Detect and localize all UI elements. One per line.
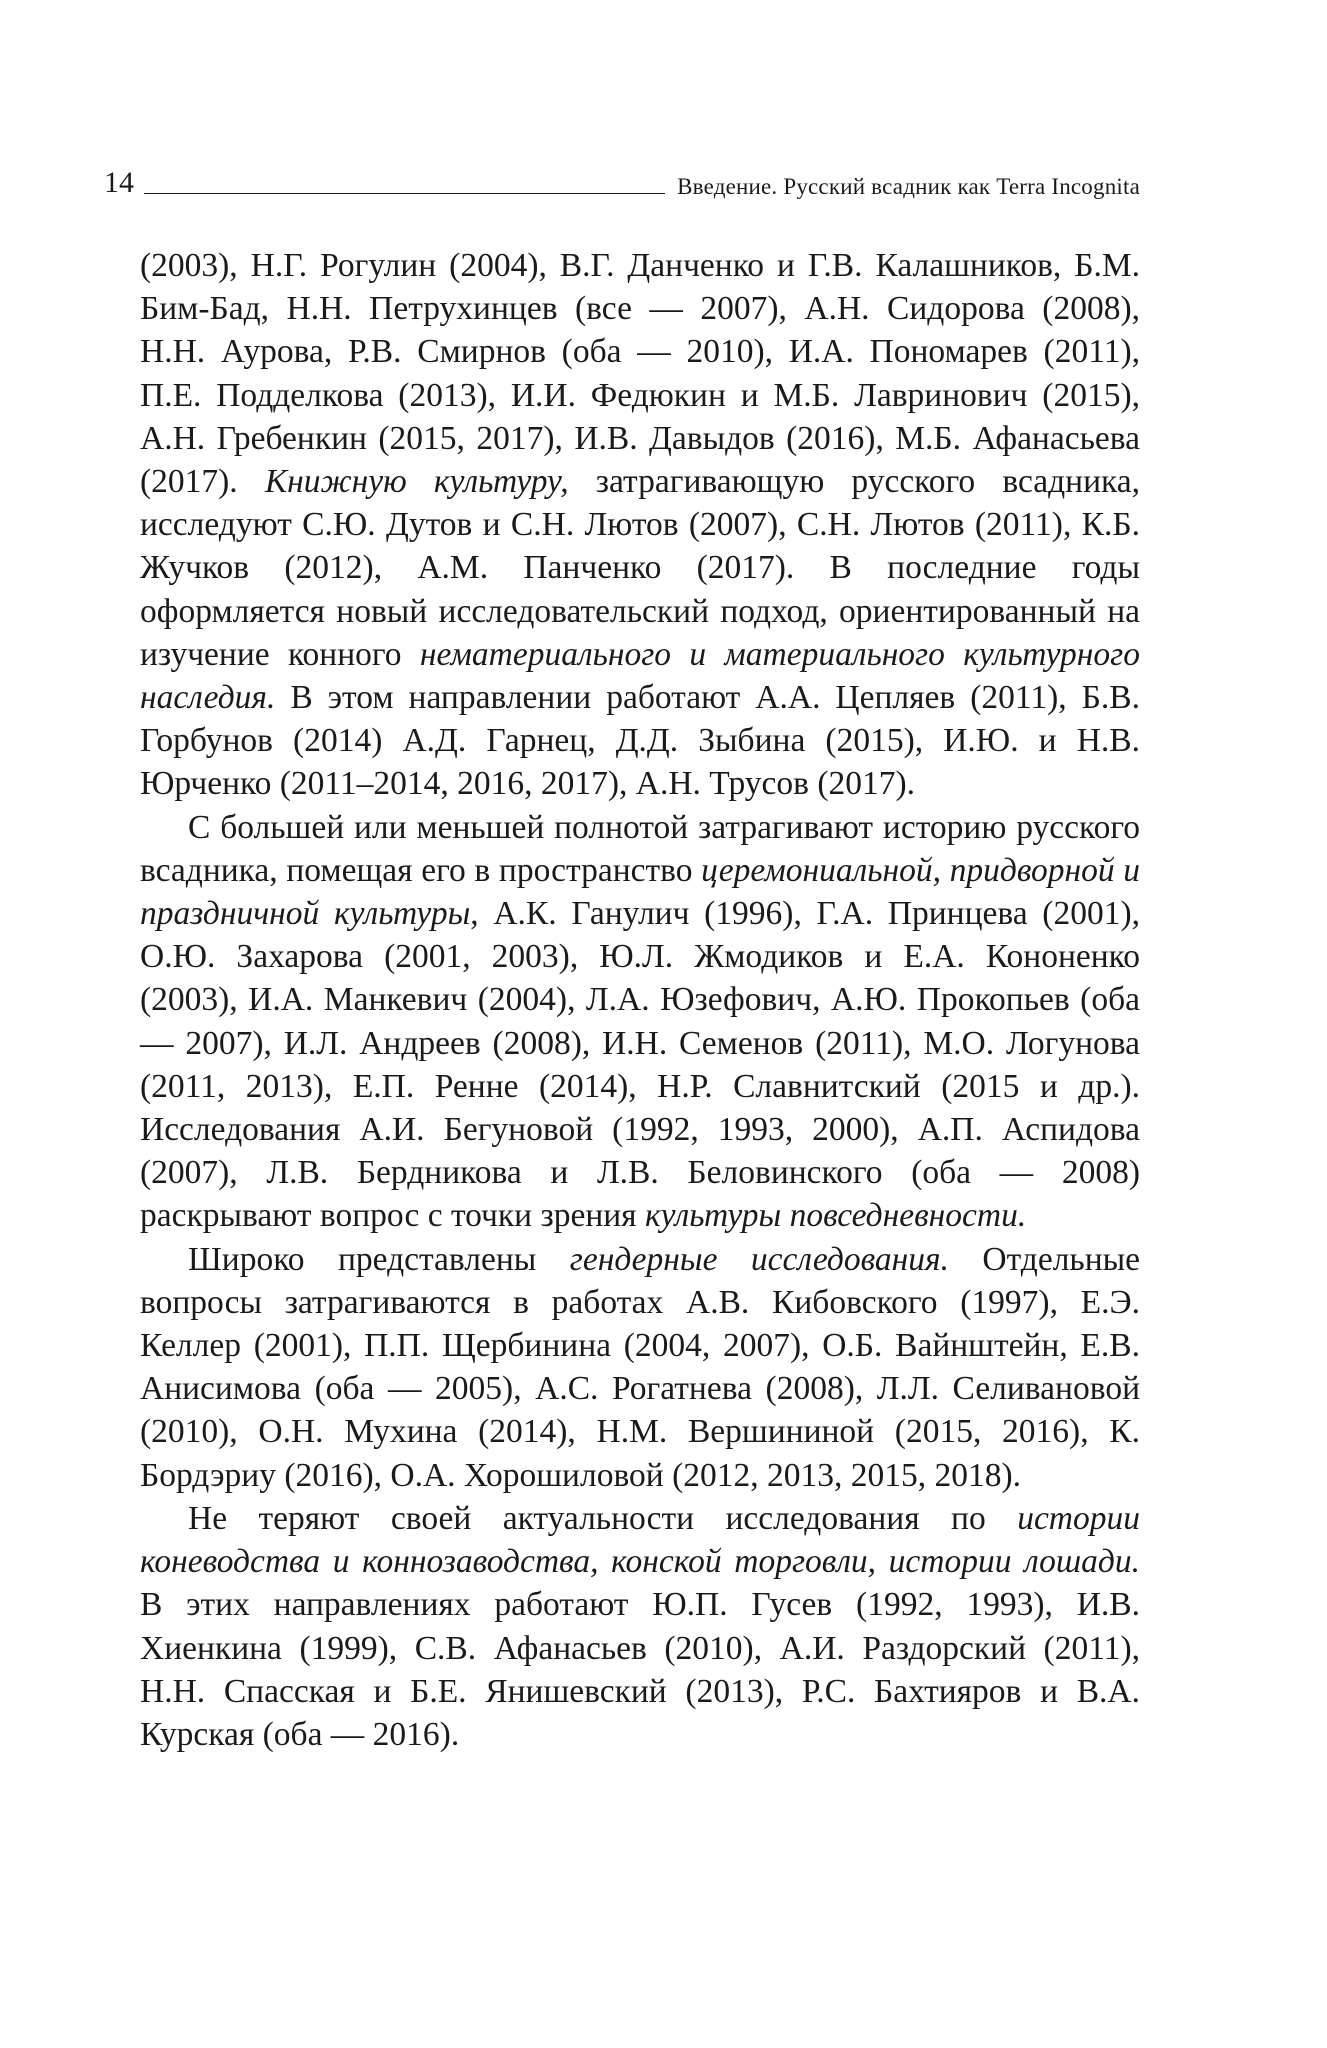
text-run: С большей или меньшей полнотой затрагивают историю русского всадника, помещая его в пространство xyxy=(140,808,1140,889)
paragraph-4 xyxy=(140,1497,1140,1756)
italic-run: церемониальной, придворной и праздничной культуры xyxy=(140,851,1141,933)
italic-run: культуры повседневности. xyxy=(644,1197,1027,1235)
text-run: Не теряют своей актуальности исследования по xyxy=(188,1499,1018,1537)
page-number: 14 xyxy=(104,166,134,199)
header-rule xyxy=(144,193,665,194)
paragraph-2 xyxy=(140,806,1140,1238)
text-run: В этом направлении работают А.А. Цепляев (2011), Б.В. Горбунов (2014) А.Д. Гарнец, Д.Д. Зыбина (2015), И.Ю. и Н.В. Юрченко (2011–2014, 2016, 2017), А.Н. Трусов (2017). xyxy=(140,679,1140,803)
text-run: Широко представлены xyxy=(188,1240,570,1278)
text-run: В этих направлениях работают Ю.П. Гусев (1992, 1993), И.В. Хиенкина (1999), С.В. Афанасьев (2010), А.И. Раздорский (2011), Н.Н. Спасская и Б.Е. Янишевский (2013), Р.С. Бахтияров и В.А. Курская (оба — 2016). xyxy=(140,1586,1140,1753)
paragraph-1 xyxy=(140,244,1140,806)
italic-run: истории коневодства и коннозаводства, конской торговли, истории лошади. xyxy=(140,1499,1140,1581)
text-run: , А.К. Ганулич (1996), Г.А. Принцева (2001), О.Ю. Захарова (2001, 2003), Ю.Л. Жмодиков и Е.А. Кононенко (2003), И.А. Манкевич (2004), Л.А. Юзефович, А.Ю. Прокопьев (оба — 2007), И.Л. Андреев (2008), И.Н. Семенов (2011), М.О. Логунова (2011, 2013), Е.П. Ренне (2014), Н.Р. Славнитский (2015 и др.). Исследования А.И. Бегуновой (1992, 1993, 2000), А.П. Аспидова (2007), Л.В. Бердникова и Л.В. Беловинского (оба — 2008) раскрывают вопрос с точки зрения xyxy=(140,895,1140,1235)
text-run: (2003), Н.Г. Рогулин (2004), В.Г. Данченко и Г.В. Калашников, Б.М. Бим-Бад, Н.Н. Петрухинцев (все — 2007), А.Н. Сидорова (2008), Н.Н. Аурова, Р.В. Смирнов (оба — 2010), И.А. Пономарев (2011), П.Е. Подделкова (2013), И.И. Федюкин и М.Б. Лавринович (2015), А.Н. Гребенкин (2015, 2017), И.В. Давыдов (2016), М.Б. Афанасьева (2017). xyxy=(140,247,1140,501)
paragraph-3 xyxy=(140,1238,1140,1497)
text-run: Отдельные вопросы затрагиваются в работах А.В. Кибовского (1997), Е.Э. Келлер (2001), П.П. Щербинина (2004, 2007), О.Б. Вайнштейн, Е.В. Анисимова (оба — 2005), А.С. Рогатнева (2008), Л.Л. Селивановой (2010), О.Н. Мухина (2014), Н.М. Вершининой (2015, 2016), К. Бордэриу (2016), О.А. Хорошиловой (2012, 2013, 2015, 2018). xyxy=(140,1240,1140,1494)
running-title: Введение. Русский всадник как Terra Incognita xyxy=(677,174,1140,199)
body-text xyxy=(140,244,1140,1756)
italic-run: Книжную культуру, xyxy=(264,463,569,501)
text-run: затрагивающую русского всадника, исследуют С.Ю. Дутов и С.Н. Лютов (2007), С.Н. Лютов (2011), К.Б. Жучков (2012), А.М. Панченко (2017). В последние годы оформляется новый исследовательский подход, ориентированный на изучение конного xyxy=(140,463,1141,673)
running-header xyxy=(104,168,1140,198)
italic-run: нематериального и материального культурного наследия. xyxy=(140,635,1140,717)
italic-run: гендерные исследования. xyxy=(569,1240,949,1278)
